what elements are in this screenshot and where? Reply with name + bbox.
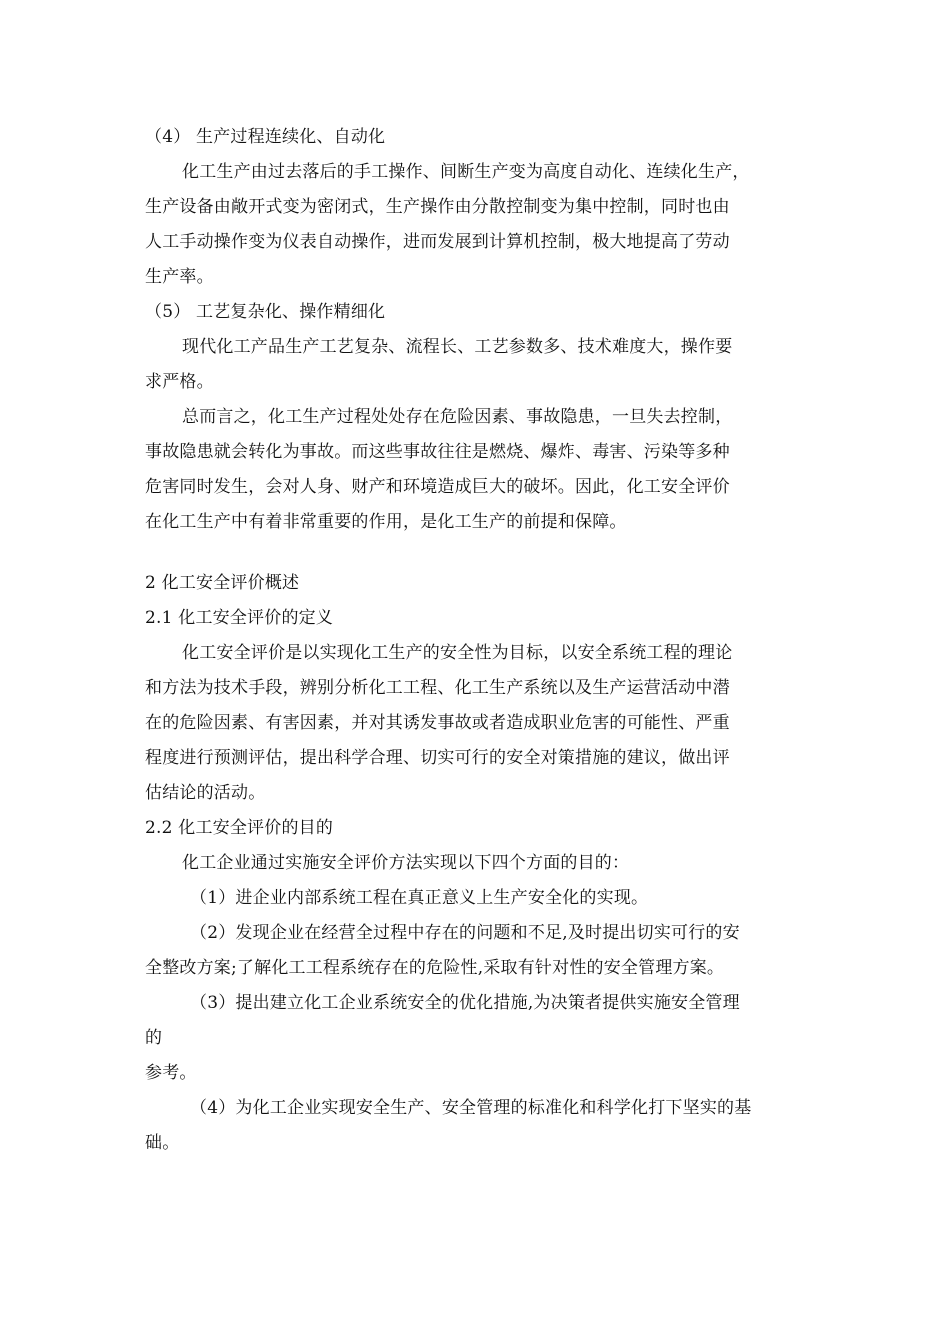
paragraph-line: 危害同时发生，会对人身、财产和环境造成巨大的破坏。因此，化工安全评价 bbox=[145, 477, 730, 497]
list-item: （4）为化工企业实现安全生产、安全管理的标准化和科学化打下坚实的基 bbox=[190, 1098, 752, 1118]
paragraph-line: 人工手动操作变为仪表自动操作，进而发展到计算机控制，极大地提高了劳动 bbox=[145, 232, 730, 252]
paragraph-line: 程度进行预测评估，提出科学合理、切实可行的安全对策措施的建议，做出评 bbox=[145, 748, 730, 768]
list-item: （3）提出建立化工企业系统安全的优化措施,为决策者提供实施安全管理 bbox=[190, 993, 740, 1013]
paragraph-line: 在化工生产中有着非常重要的作用，是化工生产的前提和保障。 bbox=[145, 512, 627, 532]
list-item-continuation: 础。 bbox=[145, 1133, 180, 1153]
list-item: （2）发现企业在经营全过程中存在的问题和不足,及时提出切实可行的安 bbox=[190, 923, 740, 943]
section-heading: 2 化工安全评价概述 bbox=[145, 573, 300, 593]
paragraph-line: 生产设备由敞开式变为密闭式，生产操作由分散控制变为集中控制，同时也由 bbox=[145, 197, 730, 217]
list-heading-4: （4） 生产过程连续化、自动化 bbox=[145, 127, 386, 147]
document-page bbox=[145, 120, 813, 1161]
list-item-continuation: 的 bbox=[145, 1028, 163, 1048]
paragraph-line: 化工安全评价是以实现化工生产的安全性为目标，以安全系统工程的理论 bbox=[182, 643, 733, 663]
paragraph-line: 现代化工产品生产工艺复杂、流程长、工艺参数多、技术难度大，操作要 bbox=[182, 337, 733, 357]
subsection-heading: 2.2 化工安全评价的目的 bbox=[145, 818, 334, 838]
paragraph-line: 化工企业通过实施安全评价方法实现以下四个方面的目的： bbox=[182, 853, 630, 873]
paragraph-line: 生产率。 bbox=[145, 267, 214, 287]
list-item-continuation: 参考。 bbox=[145, 1063, 197, 1083]
paragraph-line: 总而言之，化工生产过程处处存在危险因素、事故隐患，一旦失去控制， bbox=[182, 407, 733, 427]
paragraph-line: 在的危险因素、有害因素，并对其诱发事故或者造成职业危害的可能性、严重 bbox=[145, 713, 730, 733]
paragraph-line: 化工生产由过去落后的手工操作、间断生产变为高度自动化、连续化生产， bbox=[182, 162, 750, 182]
subsection-heading: 2.1 化工安全评价的定义 bbox=[145, 608, 334, 628]
paragraph-line: 和方法为技术手段，辨别分析化工工程、化工生产系统以及生产运营活动中潜 bbox=[145, 678, 730, 698]
list-heading-5: （5） 工艺复杂化、操作精细化 bbox=[145, 302, 386, 322]
paragraph-line: 求严格。 bbox=[145, 372, 214, 392]
list-item-continuation: 全整改方案;了解化工工程系统存在的危险性,采取有针对性的安全管理方案。 bbox=[145, 958, 725, 978]
section-gap bbox=[145, 540, 813, 566]
paragraph-line: 事故隐患就会转化为事故。而这些事故往往是燃烧、爆炸、毒害、污染等多种 bbox=[145, 442, 730, 462]
list-item: （1）进企业内部系统工程在真正意义上生产安全化的实现。 bbox=[190, 888, 649, 908]
paragraph-line: 估结论的活动。 bbox=[145, 783, 266, 803]
